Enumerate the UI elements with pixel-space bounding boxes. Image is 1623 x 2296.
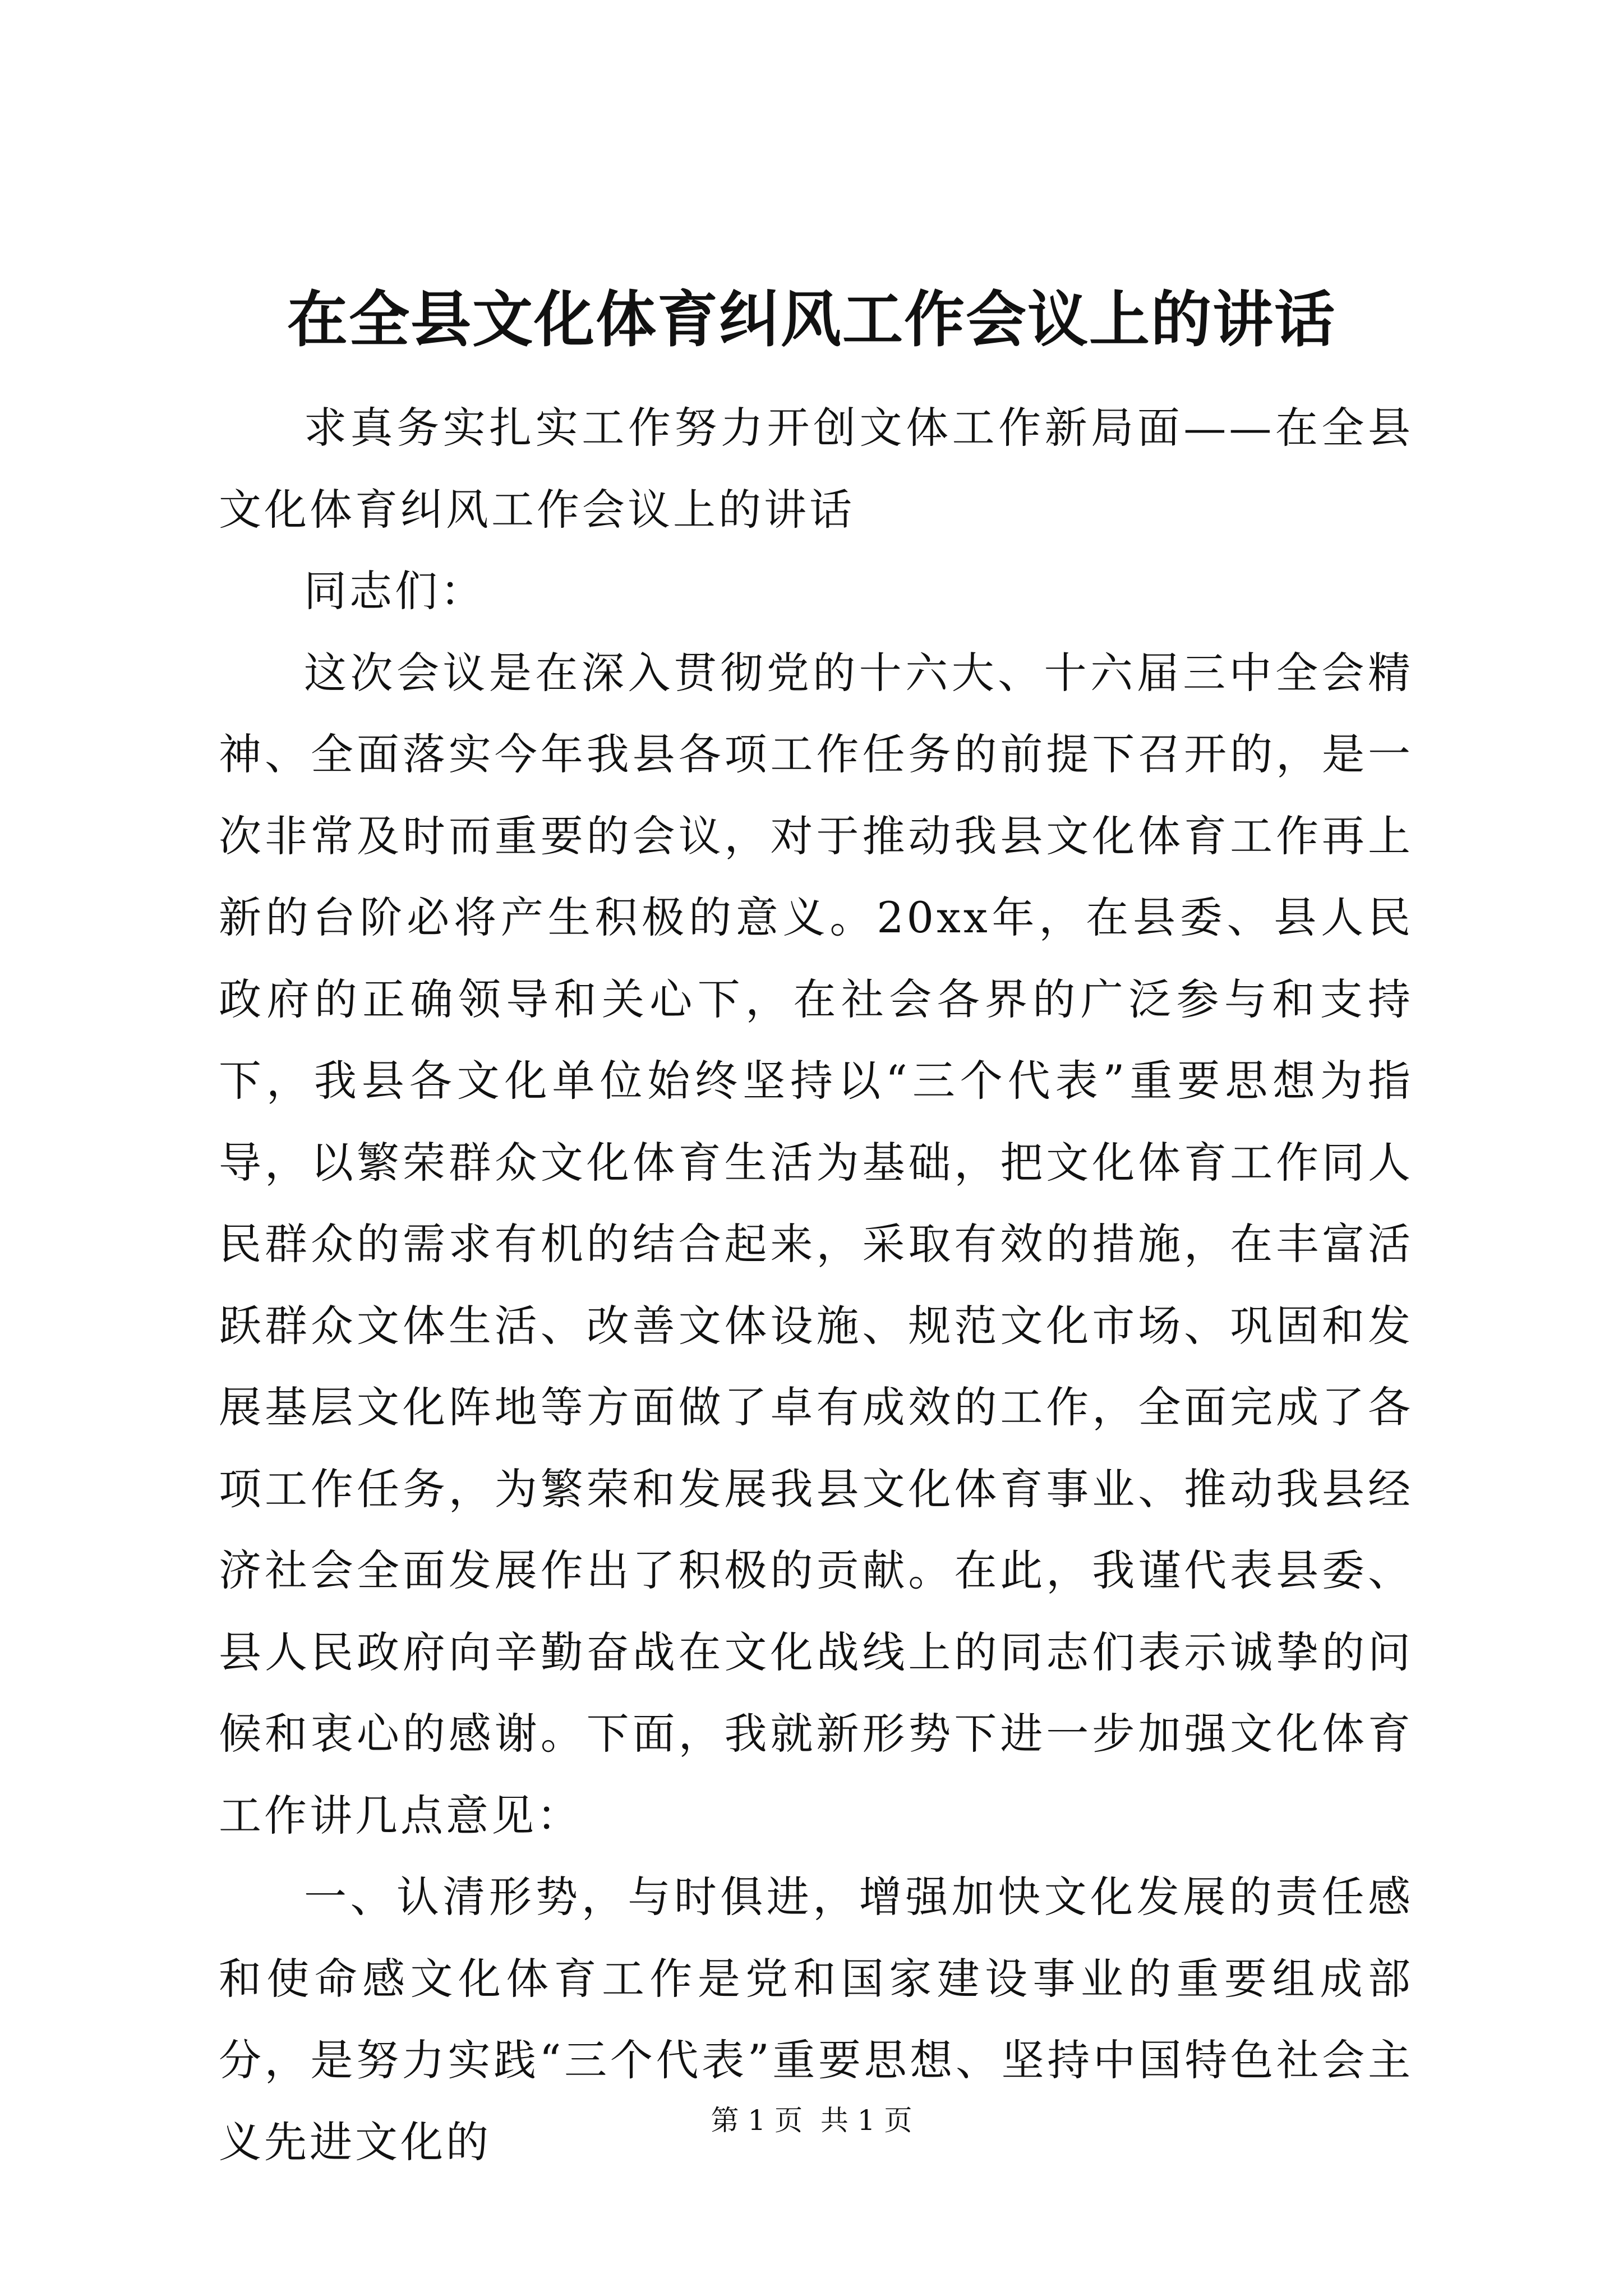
document-title: 在全县文化体育纠风工作会议上的讲话: [287, 284, 1336, 355]
salutation-paragraph: 同志们：: [304, 566, 486, 616]
document-body: [219, 387, 1413, 2183]
body-paragraph: 这次会议是在深入贯彻党的十六大、十六届三中全会精神、全面落实今年我县各项工作任务的前提下召开的，是一次非常及时而重要的会议，对于推动我县文化体育工作再上新的台阶必将产生积极的意义。20xx年，在县委、县人民政府的正确领导和关心下，在社会各界的广泛参与和支持下，我县各文化单位始终坚持以“三个代表”重要思想为指导，以繁荣群众文化体育生活为基础，把文化体育工作同人民群众的需求有机的结合起来，采取有效的措施，在丰富活跃群众文体生活、改善文体设施、规范文化市场、巩固和发展基层文化阵地等方面做了卓有成效的工作，全面完成了各项工作任务，为繁荣和发展我县文化体育事业、推动我县经济社会全面发展作出了积极的贡献。在此，我谨代表县委、县人民政府向辛勤奋战在文化战线上的同志们表示诚挚的问候和衷心的感谢。下面，我就新形势下进一步加强文化体育工作讲几点意见：: [219, 647, 1413, 1841]
page-number-label: 第 1 页 共 1 页: [711, 2104, 912, 2137]
body-paragraph: 一、认清形势，与时俱进，增强加快文化发展的责任感和使命感文化体育工作是党和国家建设事业的重要组成部分，是努力实践“三个代表”重要思想、坚持中国特色社会主义先进文化的: [219, 1872, 1413, 2167]
page-footer: [0, 2101, 1623, 2140]
subtitle-paragraph: 求真务实扎实工作努力开创文体工作新局面——在全县文化体育纠风工作会议上的讲话: [219, 403, 1413, 535]
